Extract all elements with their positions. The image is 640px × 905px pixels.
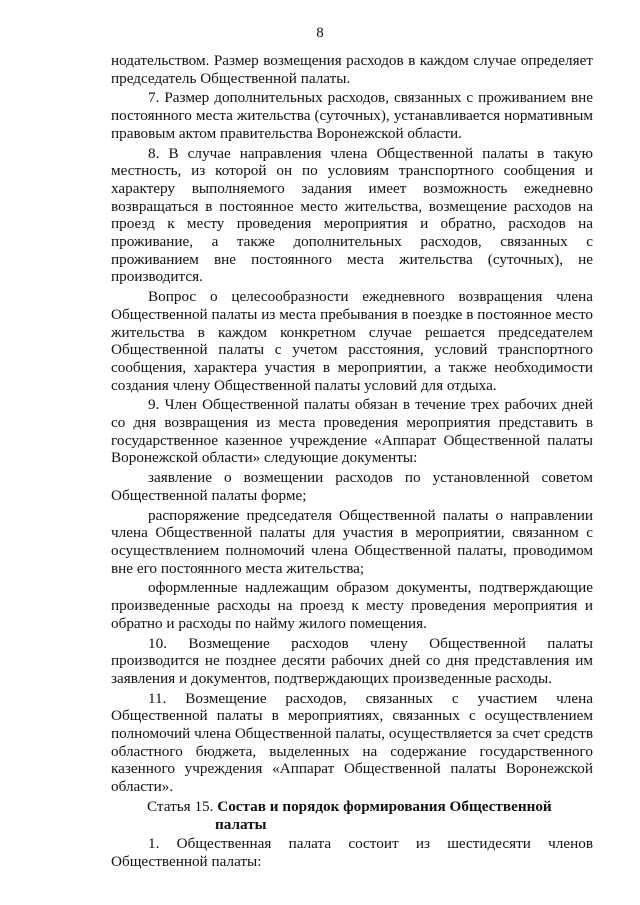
paragraph-item-8: 8. В случае направления члена Общественной палаты в такую местность, из которой он по условиям транспортного сообщения и характеру выполняемого задания имеет возможность ежедневно возвращаться в постоянное место жительства, возмещение расходов на проезд к месту проведения мероприятия и обратно, расходов на проживание, а также дополнительных расходов, связанных с проживанием вне постоянного места жительства (суточных), не производится.: [111, 144, 593, 286]
paragraph-document-receipts: оформленные надлежащим образом документы, подтверждающие произведенные расходы на проезд к месту проведения мероприятия и обратно и расходы по найму жилого помещения.: [111, 579, 593, 632]
article-heading: [111, 798, 593, 833]
paragraph-article15-item-1: 1. Общественная палата состоит из шестидесяти членов Общественной палаты:: [111, 835, 593, 870]
page-number: 8: [316, 25, 324, 41]
article-title: Состав и порядок формирования Общественной: [217, 797, 552, 815]
article-label: Статья 15.: [147, 797, 214, 815]
paragraph-document-application: заявление о возмещении расходов по установленной советом Общественной палаты форме;: [111, 469, 593, 504]
paragraph-item-10: 10. Возмещение расходов члену Общественной палаты производится не позднее десяти рабочих дней со дня представления им заявления и документов, подтверждающих произведенные расходы.: [111, 634, 593, 687]
paragraph-item-7: 7. Размер дополнительных расходов, связанных с проживанием вне постоянного места жительства (суточных), устанавливается нормативным правовым актом правительства Воронежской области.: [111, 89, 593, 142]
paragraph-item-11: 11. Возмещение расходов, связанных с участием члена Общественной палаты в мероприятиях, связанных с осуществлением полномочий члена Общественной палаты, осуществляется за счет средств областного бюджета, выделенных на содержание государственного казенного учреждения «Аппарат Общественной палаты Воронежской области».: [111, 689, 593, 796]
paragraph-continuation: нодательством. Размер возмещения расходов в каждом случае определяет председатель Общественной палаты.: [111, 52, 593, 87]
paragraph-return-question: Вопрос о целесообразности ежедневного возвращения члена Общественной палаты из места пребывания в поездке в постоянное место жительства в каждом конкретном случае решается председателем Общественной палаты с учетом расстояния, условий транспортного сообщения, характера участия в мероприятии, а также необходимости создания члену Общественной палаты условий для отдыха.: [111, 288, 593, 394]
document-body: [111, 52, 593, 873]
paragraph-document-order: распоряжение председателя Общественной палаты о направлении члена Общественной палаты для участия в мероприятии, связанном с осуществлением полномочий члена Общественной палаты, проводимом вне его постоянного места жительства;: [111, 506, 593, 577]
article-title-continuation: палаты: [215, 815, 267, 833]
paragraph-item-9: 9. Член Общественной палаты обязан в течение трех рабочих дней со дня возвращения из места проведения мероприятия представить в государственное казенное учреждение «Аппарат Общественной палаты Воронежской области» следующие документы:: [111, 396, 593, 467]
